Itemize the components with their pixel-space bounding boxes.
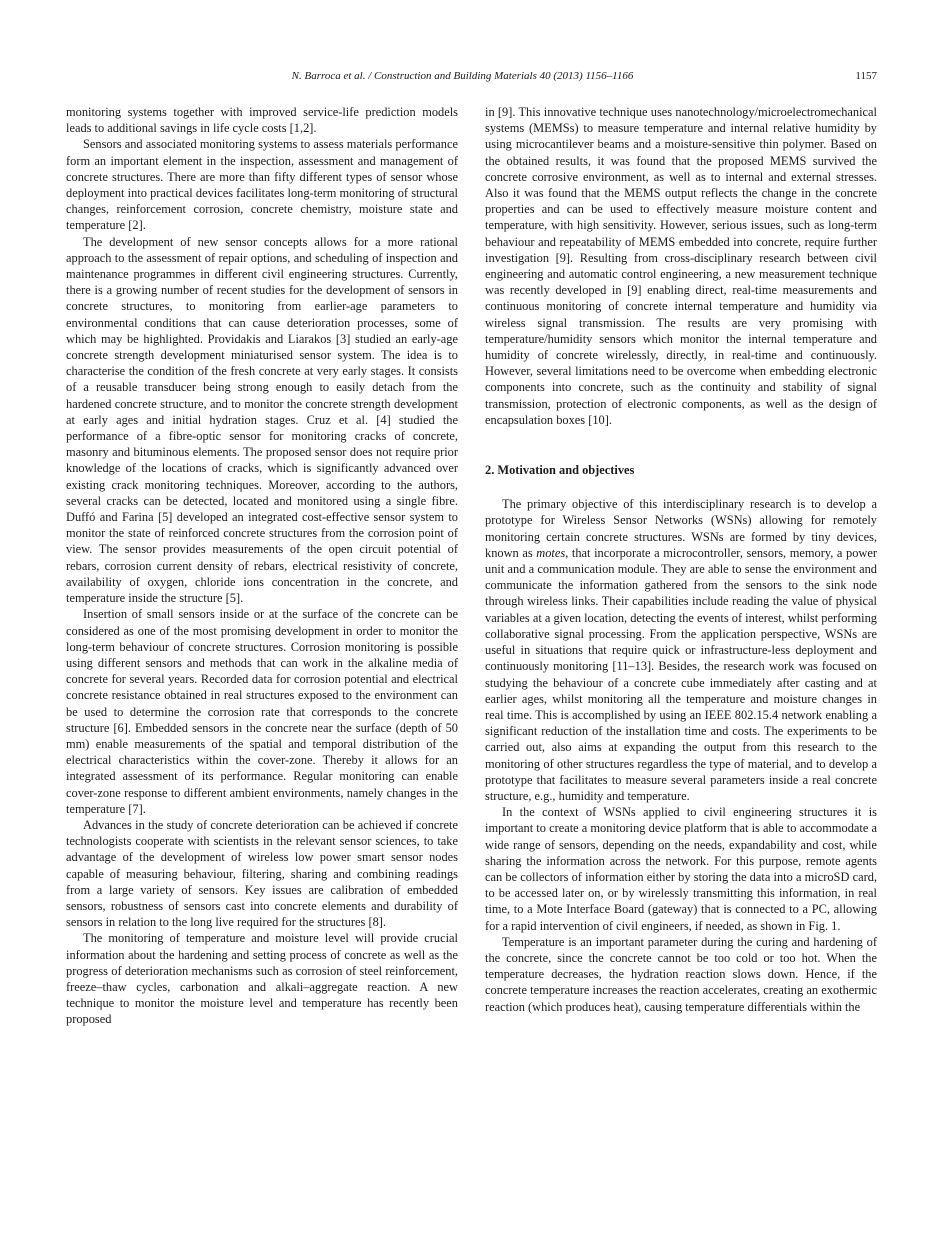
text-run: The primary objective of this interdisciplinary research is to develop a prototype for Wireless Sensor Networks (WSNs) allowing for remotely monitoring certain concrete structures. WSNs are formed by tiny devices, known as xyxy=(485,497,877,560)
paragraph: Sensors and associated monitoring systems to assess materials performance form an important element in the inspection, assessment and management of concrete structures. There are more than fifty different types of sensor whose deployment into practical devices facilitates long-term monitoring of structural changes, reinforcement corrosion, concrete chemistry, moisture state and temperature [2]. xyxy=(66,137,458,233)
paragraph: The monitoring of temperature and moisture level will provide crucial information about the hardening and setting process of concrete as well as the progress of deterioration mechanisms such as corrosion of steel reinforcement, freeze–thaw cycles, carbonation and alkali–aggregate reaction. A new technique to monitor the moisture level and temperature has recently been proposed xyxy=(66,931,458,1027)
paragraph: Advances in the study of concrete deterioration can be achieved if concrete technologists cooperate with scientists in the relevant sensor sciences, to take advantage of the development of wireless low power smart sensor nodes capable of measuring behaviour, filtering, sharing and combining readings from a large variety of sensors. Key issues are calibration of embedded sensors, robustness of sensors cast into concrete elements and durability of sensors in relation to the long live required for the structures [8]. xyxy=(66,817,458,930)
section-heading: 2. Motivation and objectives xyxy=(485,463,635,478)
paragraph: Insertion of small sensors inside or at the surface of the concrete can be considered as one of the most promising development in order to monitor the long-term behaviour of concrete structures. Corrosion monitoring is possible using different sensors and methods that can work in the alkaline media of concrete for several years. Recorded data for corrosion potential and electrical concrete resistance obtained in real structures exposed to the environment can be used to determine the corrosion rate that corresponds to the concrete structure [6]. Embedded sensors in the concrete near the surface (depth of 50 mm) enable measurements of the spatial and temporal distribution of the electrical characteristics within the cover-zone. Thereby it allows for an integrated assessment of its performance. Regular monitoring can enable cover-zone response to different ambient environments, namely changes in the temperature [7]. xyxy=(66,607,458,816)
running-head xyxy=(0,70,925,88)
journal-citation: N. Barroca et al. / Construction and Building Materials 40 (2013) 1156–1166 xyxy=(291,70,634,82)
page-number: 1157 xyxy=(855,70,877,82)
emphasis-motes: motes xyxy=(536,545,566,560)
paragraph: monitoring systems together with improved service-life prediction models leads to additional savings in life cycle costs [1,2]. xyxy=(66,105,458,136)
right-column xyxy=(485,104,877,1015)
paragraph xyxy=(485,496,877,804)
paragraph: In the context of WSNs applied to civil engineering structures it is important to create a monitoring device platform that is able to accommodate a wide range of sensors, depending on the needs, expandability and cost, while sharing the information across the network. For this purpose, remote agents can be collectors of information either by storing the data into a microSD card, to be accessed later on, or by wirelessly transmitting this information, in real time, to a Mote Interface Board (gateway) that is connected to a PC, allowing for a rapid intervention of civil engineers, if needed, as shown in Fig. 1. xyxy=(485,805,877,933)
paragraph: The development of new sensor concepts allows for a more rational approach to the assessment of repair options, and scheduling of inspection and maintenance programmes in different civil engineering structures. Currently, there is a growing number of recent studies for the development of sensors in concrete structures, to monitoring from earlier-age parameters to environmental conditions that can cause deterioration processes, some of which may be highlighted. Providakis and Liarakos [3] studied an early-age concrete strength development miniaturised sensor system. The idea is to characterise the condition of the fresh concrete at very early stages. It consists of a reusable transducer being strong enough to easily detach from the hardened concrete structure, and to monitor the concrete strength development at early ages and initial hydration stages. Cruz et al. [4] studied the performance of a fibre-optic sensor for monitoring cracks of concrete, masonry and bituminous elements. The proposed sensor does not require prior knowledge of the locations of cracks, which is significantly advanced over existing crack monitoring techniques. Moreover, according to the authors, several cracks can be detected, located and monitored using a single fibre. Duffó and Farina [5] developed an integrated cost-effective sensor system to monitor the state of reinforced concrete structures from the corrosion point of view. The sensor provides measurements of the open circuit potential of rebars, corrosion current density of rebars, electrical resistivity of concrete, availability of oxygen, chloride ions concentration in the concrete, and temperature inside the structure [5]. xyxy=(66,234,458,606)
paragraph-continued: in [9]. This innovative technique uses nanotechnology/microelectromechanical systems (MEMSs) to measure temperature and internal relative humidity by using microcantilever beams and a moisture-sensitive thin polymer. Based on the obtained results, it was found that the proposed MEMS survived the concrete corrosive environment, as well as to internal and external stresses. Also it was found that the MEMS output reflects the change in the concrete properties and can be used to effectively measure moisture content and temperature, with high sensitivity. However, serious issues, such as long-term behaviour and repeatability of MEMS embedded into concrete, require further investigation [9]. Resulting from cross-disciplinary research between civil engineering and automatic control engineering, a new measurement technique was recently developed in [9] enabling direct, real-time measurements and continuous monitoring of concrete internal temperature and humidity via wireless signal transmission. The results are very promising with temperature/humidity sensors which monitor the internal temperature and humidity of concrete wirelessly, directly, in real-time and continuously. However, several limitations need to be overcome when embedding electronic components into concrete, such as the continuity and stability of signal transmission, protection of electronic components, as well as the design of encapsulation boxes [10]. xyxy=(485,105,877,427)
paragraph: Temperature is an important parameter during the curing and hardening of the concrete, since the concrete cannot be too cold or too hot. When the temperature decreases, the hydration reaction slows down. Hence, if the concrete temperature increases the reaction accelerates, creating an exothermic reaction (which produces heat), causing temperature differentials within the xyxy=(485,934,877,1014)
left-column xyxy=(66,104,458,1028)
text-run: , that incorporate a microcontroller, sensors, memory, a power unit and a communication module. They are able to sense the environment and communicate the information gathered from the sensors to the sink node through wireless links. Their capabilities include reading the value of physical variables at a given location, detecting the events of interest, whilst performing collaborative signal processing. From the application perspective, WSNs are useful in situations that require quick or infrastructure-less deployment and continuously monitoring [11–13]. Besides, the research work was focused on studying the behaviour of a concrete cube immediately after casting and at earlier ages, whilst monitoring all the temperature and moisture changes in real time. This is accomplished by using an IEEE 802.15.4 network enabling a significant reduction of the installation time and costs. The experiments to be carried out, also aims at expanding the output from this research to the monitoring of other structures regardless the type of material, and to develop a prototype that facilitates to measure several parameters inside a real concrete structure, e.g., humidity and temperature. xyxy=(485,545,877,803)
